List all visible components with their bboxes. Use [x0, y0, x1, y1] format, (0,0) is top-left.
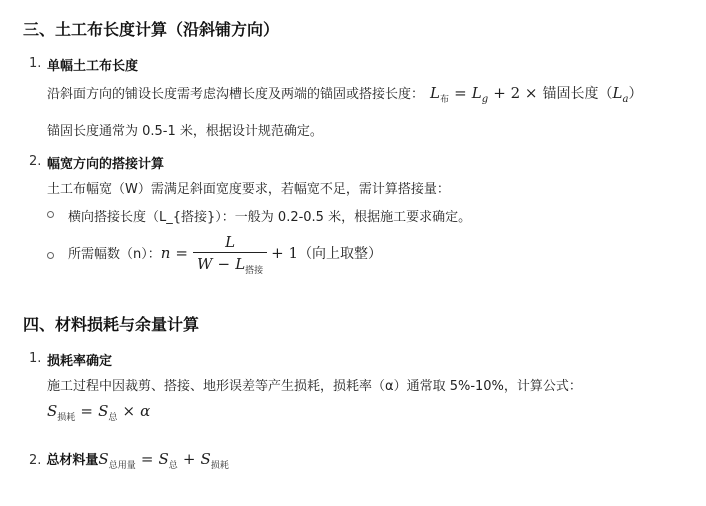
list-number: 1.: [29, 351, 42, 366]
list-number: 2.: [29, 154, 42, 169]
section-4-heading: 四、材料损耗与余量计算: [23, 315, 200, 334]
loss-rate-desc: 施工过程中因裁剪、搭接、地形误差等产生损耗，损耗率（α）通常取 5%-10%，计算公式：: [47, 379, 582, 394]
loss-formula: $S_{损耗} = S_总 \times \alpha$: [47, 402, 151, 423]
list-number: 2.: [29, 453, 42, 468]
section-3-heading: 三、土工布长度计算（沿斜铺方向）: [23, 20, 280, 39]
item-title-width-overlap: 幅宽方向的搭接计算: [47, 157, 165, 172]
panel-count-line: [68, 232, 383, 276]
length-formula: $L_布 = L_g + 2$ × 锚固长度$(L_a)$: [430, 84, 643, 105]
bullet-marker: [47, 211, 54, 218]
item-title-loss-rate: 损耗率确定: [47, 354, 113, 369]
overlap-length-bullet: 横向搭接长度（L_{搭接}）：一般为 0.2-0.5 米，根据施工要求确定。: [68, 210, 472, 225]
total-material-formula: $S_{总用量} = S_总 + S_{损耗}$: [98, 450, 229, 471]
single-length-line: [47, 83, 642, 103]
total-material-line: [29, 449, 229, 471]
single-length-desc: 沿斜面方向的铺设长度需考虑沟槽长度及两端的锚固或搭接长度：: [47, 87, 425, 102]
panel-count-formula: n = $\frac{L}{W - L_{搭接}}$ + 1 （向上取整）: [160, 233, 383, 276]
item-title-single-length: 单幅土工布长度: [47, 59, 139, 74]
item-title-total-material: 总材料量: [46, 453, 99, 468]
list-number: 1.: [29, 56, 42, 71]
fraction: $\frac{L}{W - L_{搭接}}$: [193, 232, 267, 273]
width-overlap-desc: 土工布幅宽（W）需满足斜面宽度要求，若幅宽不足，需计算搭接量：: [47, 182, 450, 197]
anchor-length-note: 锚固长度通常为 0.5-1 米，根据设计规范确定。: [47, 124, 323, 139]
bullet-marker: [47, 252, 54, 259]
panel-count-label: 所需幅数（n）：: [68, 247, 161, 262]
